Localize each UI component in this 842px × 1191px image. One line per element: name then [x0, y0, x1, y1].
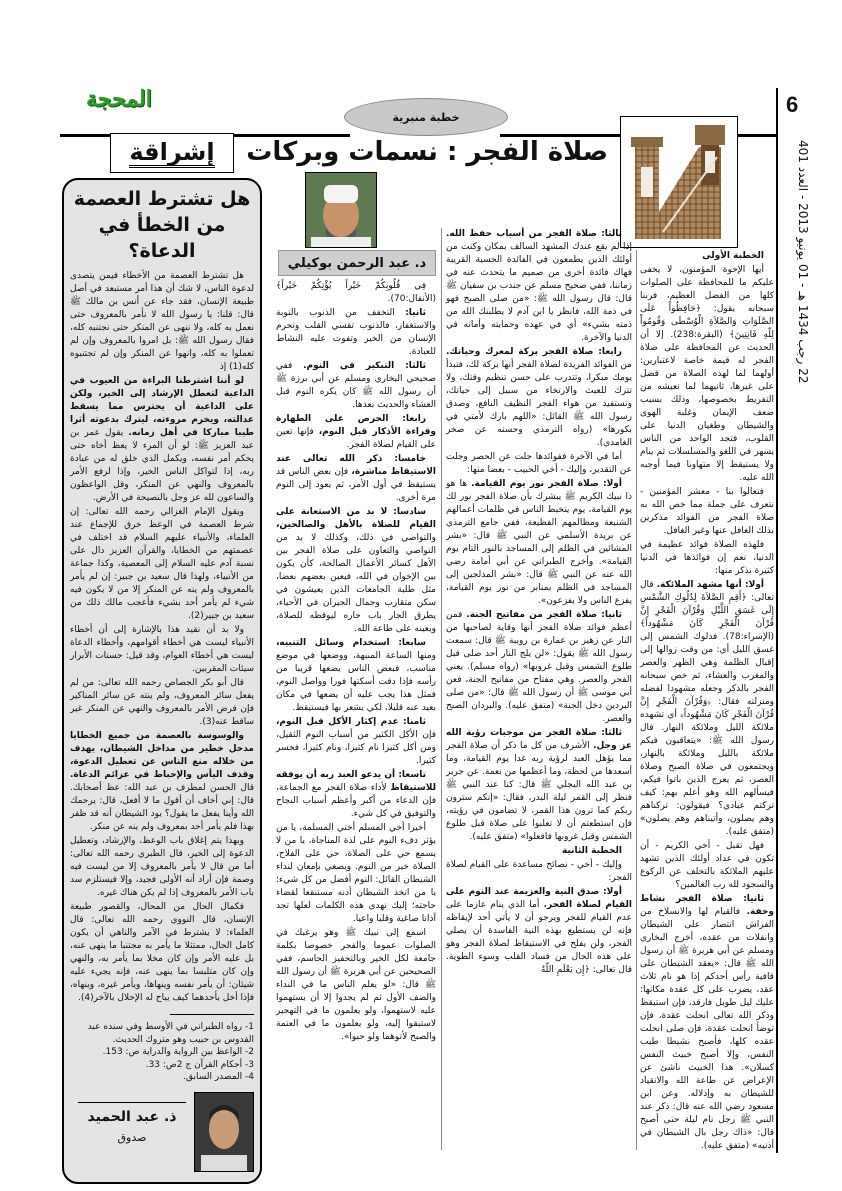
paragraph-text: فإن بعض الناس قد يستيقظ في أول الأمر، ثم يعود إلى النوم مرة أخرى. [276, 467, 436, 503]
paragraph [640, 893, 774, 1153]
side-author [78, 1102, 186, 1144]
article-column-1 [640, 250, 774, 1154]
paragraph-text: قال تعالى: ﴿أَقِمِ الصَّلاَةَ لِدُلُوكِ الشَّمْسِ إِلَى غَسَقِ اللَّيْلِ وَقُرْآنَ الْفَجْرِ إِنَّ قُرْآنَ الْفَجْرِ كَانَ مَشْهُوداً﴾ (الإسراء:78). فدلوك الشمس إلى غسق الليل أي: من وقت زوالها إلى إقبال الظلمة وهي الظهر والعصر والمغرب والعشاء، ثم خص سبحانه الفجر بالذكر وجعله مشهودا لفضله ومنزلته فقال: ﴿وَقُرْآنَ الْفَجْرِ إِنَّ قُرْآنَ الْفَجْرِ كَانَ مَشْهُوداً﴾ أي تشهده ملائكة الليل وملائكة النهار. قال رسول الله ﷺ: «يتعاقبون فيكم ملائكة بالليل وملائكة بالنهار، ويجتمعون في صلاة الصبح وصلاة العصر، ثم يعرج الذين باتوا فيكم، فيسألهم الله وهو أعلم بهم: كيف تركتم عبادي؟ فيقولون: تركناهم وهم يصلون، وأتيناهم وهم يصلون» (متفق عليه). [640, 580, 774, 837]
author-photo [305, 172, 377, 248]
paragraph [70, 901, 254, 1005]
section-label: خطبة منبرية [344, 98, 508, 136]
paragraph-text: ومنها الساعة المنبهة، ووضعها في موضع مناسب، فبعض الناس يضعها قريبا من رأسه فإذا دقت أسكتها فورا وواصل النوم، فمثل هذا يجب عليه أن يضعها في مكان بعيد عنه قليلا، لكي يشعر بها فيستيقظ. [276, 651, 436, 713]
paragraph [276, 413, 436, 452]
paragraph [446, 859, 632, 885]
paragraph-lead: ثالثا: صلاة الفجر من أسباب حفظ الله. [446, 229, 622, 239]
column-divider [441, 228, 442, 1150]
paragraph [276, 307, 436, 359]
paragraph-text: هل تشترط العصمة من الأخطاء فيمن يتصدى لدعوة الناس، لا شك أن هذا أمر مستبعد في أصل طبيعة الإنسان، فقد جاء عن أنس بن مالك ﷺ قال: قلنا: يا رسول الله لا نأمر بالمعروف حتى نعمل به كله، ولا ننهى عن المنكر حتى نجتنبه كله، فقال رسول الله ﷺ: بل امروا بالمعروف وإن لم تعملوا به كله، وانهوا عن المنكر وإن لم تجتنبوه كله(1) إذ [70, 271, 254, 372]
paragraph [640, 579, 774, 839]
newspaper-logo: المحجة [86, 86, 152, 112]
paragraph [446, 228, 632, 345]
paragraph-text: فهل تقبل - أخي الكريم - أن تكون في عداد أولئك الذين تشهد عليهم الملائكة بالتخلف عن الركوع والسجود لله رب العالمين؟ [640, 841, 774, 890]
paragraph [640, 840, 774, 892]
paragraph-text: اسمع إلى نبيك ﷺ وهو يرغبك في الصلوات عموما والفجر خصوصا بكلمة جامعة لكل الخير وبالتحفيز الحاسم، ففي الصحيحين عن أبي هريرة ﷺ أن رسول الله ﷺ قال: «لو يعلم الناس ما في النداء والصف الأول ثم لم يجدوا إلا أن يستهموا عليه لاستهموا، ولو يعلمون ما في التهجير لاستبقوا إليه، ولو يعلمون ما في العتمة والصبح لأتوهما ولو حبوا». [276, 928, 436, 1042]
paragraph [446, 727, 632, 844]
issue-date: 22 رجب 1434 هـ - 01 يونيو 2013 - العدد 401 [796, 140, 810, 384]
paragraph [70, 835, 254, 900]
paragraph [70, 506, 254, 623]
paragraph-text: أما الذي ينام عازما على عدم القيام للفجر ويرجو أن لا يأتي أحد لإيقاظه فإنه لن يستطيع بهذه النية الفاسدة أن يصلي الفجر، ولن يفلح في الاستيقاظ لصلاة الفجر وهو على هذه الحال من فساد القلب وسوء الطوية. قال تعالى: ﴿إِن يَعْلَمِ اللّهُ [446, 900, 632, 975]
paragraph [276, 280, 436, 306]
side-article-title: هل تشترط العصمة من الخطأ في الدعاة؟ [73, 188, 251, 262]
paragraph-text: وبهذا يتم إغلاق باب الوعظ، والإرشاد، وتعطيل الدعوة إلى الخير، قال الطبري رحمه الله تعالى: أما من قال لا يأمر بالمعروف إلا من ليست فيه وصمة فإن أراد أنه الأولى فجيد، وإلا فيستلزم سد باب الأمر بالمعروف إذا لم يكن هناك غيره. [70, 836, 254, 898]
paragraph [640, 250, 774, 263]
paragraph [276, 506, 436, 636]
side-article-box [62, 178, 262, 1184]
paragraph-lead: ثانيا: [405, 308, 426, 318]
paragraph [446, 886, 632, 977]
paragraph [70, 624, 254, 676]
paragraph-lead: الخطبة الثانية [561, 846, 622, 856]
article-column-2 [446, 228, 632, 978]
column-divider [636, 250, 637, 1150]
paragraph-lead: ثالثا: التبكير في النوم. [303, 361, 426, 371]
paragraph [276, 637, 436, 715]
paragraph-text: أما في الآخرة ففوائدها جلت عن الحصر وجلت عن التقدير، وإليك - أخي الحبيب - بعضا منها: [446, 452, 632, 475]
paragraph-text: ويقول الإمام الغزالي رحمه الله تعالى: إن شرط العصمة في الوعظ خرق للإجماع عند العلماء، والأنبياء عليهم السلام قد اختلف في عصمتهم من الخطايا، والقرآن العزيز دال على نسبة آدم عليه السلام إلى المعصية، وكذا جماعة من الأنبياء، ولهذا قال سعيد بن جبير: إن لم يأمر بالمعروف ولم ينه عن المنكر إلا من لا يكون فيه شيء لم يأمر أحد بشيء فأعجب مالك ذلك من سعيد بن جبير(2). [70, 507, 254, 621]
paragraph [446, 478, 632, 608]
side-author-surname: صدوق [117, 1130, 147, 1144]
paragraph-text: إذا لم يقع عندك المشهد السالف بمكان وكنت من أولئك الذين يطمعون في الفائدة الحسية القريبة فهاك فائدة أخرى من صميم ما يتحدث عنه في زماننا، ففي صحيح مسلم عن جندب بن سفيان ﷺ قال: قال رسول الله ﷺ: «من صلى الصبح فهو في ذمة الله، فانظر يا ابن آدم لا يطلبنك الله من ذمته بشيء» أي في عهده وحمايته وأمانه في الدنيا والآخرة. [446, 242, 632, 343]
issue-date-strip [776, 140, 816, 430]
paragraph-lead: ثامنا: عدم إكثار الأكل قبل النوم، [276, 717, 426, 727]
paragraph-lead: سادسا: لا بد من الاستعانة على القيام للصلاة بالأهل والصالحين، [276, 507, 436, 530]
paragraph-text: قال الحسن لمطرف بن عبد الله: عظ أصحابك. قال: إني أخاف أن أقول ما لا أفعل، قال: يرحمك الله وأينا يفعل ما يقول؟ يود الشيطان أنه قد ظفر بهذا فلم يأمر أحد بمعروف ولم ينه عن منكر. [70, 783, 254, 832]
side-author-name: ذ. عبد الحميد [87, 1108, 177, 1125]
paragraph-lead: لو أننا اشترطنا البراءة من العيوب في الداعية لتعطل الإرشاد إلى الخير، ولكن على الداعية أن يحترس مما يسقط عدالته، ويخرم مروءته، ليترك بدعوته أثرا طيبا مباركا في أهل زمانه. [70, 376, 254, 438]
paragraph-text: ها هو ذا نبيك الكريم ﷺ يبشرك بأن صلاة الفجر نور لك يوم القيامة، يوم يتخبط الناس في ظلمات أعمالهم الشنيعة ومظالمهم الفظيعة، ففي جامع الترمذي عن بريدة الأسلمي عن النبي ﷺ قال: «بشر المشائين في الظلم إلى المساجد بالنور التام يوم القيامة». وأخرج الطبراني عن أبي أمامة رضي الله عنه عن النبي ﷺ قال: «بشر المدلجين إلى المساجد في الظلم بمنابر من نور يوم القيامة، يفزع الناس ولا يفزعون». [446, 479, 632, 606]
paragraph-text: فإن الأكل الكثير من أسباب النوم الثقيل، ومن أكل كثيرا نام كثيرا، ونام كثيرا، فخسر كثيرا. [276, 730, 436, 766]
paragraph [640, 264, 774, 485]
side-article-body [70, 270, 254, 1006]
paragraph-text: وإليك - أخي - نصائح مساعدة على القيام لصلاة الفجر: [446, 860, 632, 883]
footnote-rule [170, 1014, 254, 1015]
paragraph-lead: خامسا: ذكر الله تعالى عند الاستيقاظ مباشرة، [276, 454, 436, 477]
paragraph [276, 927, 436, 1044]
paragraph-text: أخيرا أخي المسلم أختي المسلمة، يا من يؤثر دفء النوم على لذة المناجاة، يا من لا يسمع حي على الصلاة، حي على الفلاح، الصلاة خير من النوم. ويصغي بإمعان لنداء الشيطان القائل: النوم أفضل من كل شيء؛ يا من اتخذ الشيطان أذنه مستنقعا لقضاء حاجته؛ إليك نهدي هذه الكلمات لعلها تجد آذانا صاغية وقلبا واعيا. [276, 823, 436, 924]
footnote: 4- المصدر السابق. [183, 1072, 254, 1082]
paragraph-lead: ثالثا: صلاة الفجر من موجبات رؤية الله عز وجل. [446, 728, 632, 751]
paragraph-text: فمن أعظم فوائد صلاة الفجر أنها وقاية لصاحبها من النار عن زهير بن عمارة بن رويبة ﷺ قال: سمعت رسول الله ﷺ يقول: «لن يلج النار أحد صلى قبل طلوع الشمس وقبل غروبها» (رواه مسلم). يعني الفجر والعصر. وهي مفتاح من مفاتيح الجنة، فعن أبي موسى ﷺ أن رسول الله ﷺ قال: «من صلى البردين دخل الجنة» (متفق عليه). والبردان الصبح والعصر. [446, 610, 632, 724]
footnotes [70, 1021, 254, 1084]
article-title: صلاة الفجر : نسمات وبركات [246, 137, 608, 167]
paragraph-lead: والوسوسة بالعصمة من جميع الخطايا مدخل خطير من مداخل الشيطان، يهدف من خلاله منع الناس عن تعطيل الدعوة، وقذف اليأس والإحباط في عزائم الدعاة. [70, 731, 254, 780]
paragraph-lead: أولا: صلاة الفجر نور يوم القيامة. [471, 479, 622, 489]
article-column-3 [276, 280, 436, 1045]
paragraph [446, 451, 632, 477]
author-name: د. عبد الرحمن بوكيلي [278, 250, 436, 276]
paragraph [70, 375, 254, 505]
paragraph-text: أيها الإخوة المؤمنون، لا يخفى عليكم ما للمحافظة على الصلوات كلها من الفضل العظيم، فربنا سبحانه يقول: ﴿حَافِظُواْ عَلَى الصَّلَوَاتِ وَالصَّلاَةِ الْوُسْطَى وَقُومُواْ لِلّهِ قَانِتِينَ﴾ (البقرة:238). إلا أن الحديث عن المحافظة على صلاة الفجر له قيمة خاصة لاعتبارين: أولهما لما لهذه الصلاة من فضل على غيرها، ثانيهما لما نعيشه من التفريط بخصوصها، وذلك بسبب ضعف الإيمان وغلبة الهوى والشيطان وطغيان الدنيا على القلوب، فتجد الواحد من الناس يسهر في اللغو والمسلسلات ثم ينام ولا يستيقظ إلا متهاونا فيما أوجبه الله عليه. [640, 265, 774, 483]
paragraph-lead: الخطبة الأولى [702, 251, 764, 261]
paragraph-text: قال أبو بكر الجصاص رحمه الله تعالى: من لم يفعل سائر المعروف، ولم ينته عن سائر المناكير فإن فرض الأمر بالمعروف والنهي عن المنكر غير ساقط عنه(3). [70, 678, 254, 727]
paragraph-text: والتواصي في ذلك، وكذلك لا بد من التواصي والتعاون على صلاة الفجر بين الأهل كسائر الأعمال الصالحة، كأن يكون بين الإخوان في الله، فيعين بعضهم بعضا، مثل طلبة الجامعات الذين يعيشون في سكن متقارب وجمال الجيران في الأحياء، يطرق الجار باب جاره ليوقظه للصلاة، ويعينه على طاعة الله. [276, 533, 436, 634]
paragraph-text: فِي قُلُوبِكُمْ خَيْراً يُؤْتِكُمْ خَيْراً﴾ (الأنفال:70). [276, 281, 436, 304]
paragraph-lead: ثانيا: صلاة الفجر من مفاتيح الجنة. [466, 610, 623, 620]
paragraph-lead: ثانيا: صلاة الفجر نشاط وخفة. [640, 894, 774, 917]
paragraph [276, 769, 436, 821]
paragraph [446, 845, 632, 858]
footnote: 2- الواعظ بين الرواية والدراية ص: 153. [102, 1047, 254, 1057]
paragraph [446, 346, 632, 450]
paragraph-text: فكمال الحال من المحال، والقصور طبيعة الإنسان، قال النووي رحمه الله تعالى: قال العلماء: لا يشترط في الآمر والناهي أن يكون كامل الحال، ممتثلا ما يأمر به مجتنبا ما ينهى عنه، بل عليه الأمر وإن كان مخلا بما يأمر به، والنهي وإن كان متلبسا بما ينهى عنه، فإنه يجيء عليه شيئان: أن يأمر نفسه وينهاها، ويأمر غيره، وينهاه، فإذا أخل بأحدهما كيف يباح له الإخلال بالآخر(4). [70, 902, 254, 1003]
paragraph [276, 453, 436, 505]
column-title-box [110, 133, 234, 173]
paragraph [640, 539, 774, 578]
side-author-photo [194, 1092, 254, 1172]
paragraph [70, 677, 254, 729]
header-rule-right [736, 134, 776, 137]
paragraph-lead: تاسعا: أن يدعو العبد ربه أن يوفقه للاستيقاظ [276, 770, 436, 793]
margin-divider [776, 88, 778, 1153]
footnote: 1- رواه الطبراني في الأوسط وفي سنده عبد القدوس بن حبيب وهو متروك الحديث. [87, 1022, 254, 1045]
paragraph-lead: أولا: أنها مشهد الملائكة. [656, 580, 764, 590]
paragraph-text: فلهذه الصلاة فوائد عظيمة في الدنيا، نعم إن فوائدها في الدنيا كثيرة نذكر منها: [640, 540, 774, 576]
paragraph-lead: سابعا: استخدام وسائل التنبيه، [276, 638, 426, 648]
paragraph-text: التخفف من الذنوب بالتوبة والاستغفار، فالذنوب تقسي القلب وتحرم الإنسان من الخير وتفوت عليه النشاط للعبادة. [276, 308, 436, 357]
paragraph-text: فتعالوا بنا - معشر المؤمنين - نتعرف على جملة مما خص الله به صلاة الفجر من الفوائد مذكرين بذلك الغافل عنها وغير الغافل. [640, 487, 774, 536]
column-title: إشراقة [129, 137, 215, 166]
paragraph-text: يقول عمر بن عبد العزيز ﷺ: لو أن المرء لا يعظ أخاه حتى يحكم أمر نفسه، ويكمل الذي خلق له من عبادة ربه، إذا لتواكل الناس الخير، وإذا لرفع الأمر بالمعروف والنهي عن المنكر، وقل الواعظون والساعون لله عز وجل بالنصيحة في الأرض. [70, 428, 254, 503]
paragraph-text: فالقيام لها والانسلاخ من الفراش انتصار على الشيطان وانفلات من عقده، أخرج البخاري ومسلم عن أبي هريرة ﷺ أن رسول الله ﷺ قال: «يعقد الشيطان على قافية رأس أحدكم إذا هو نام ثلاث عقد، يضرب على كل عقدة مكانها: عليك ليل طويل فارقد، فإن استيقظ وذكر الله تعالى انحلت عقدة، فإن توضأ انحلت عقدة، فإن صلى انحلت عقده كلها، فأصبح نشيطا طيب النفس، وإلا أصبح خبيث النفس كسلان». هذا الخبيث ناشئ عن الإعراض عن طاعة الله والانقياد للشيطان به وإذلاله. وعن ابن مسعود رضي الله عنه قال: ذكر عند النبي ﷺ رجل نام ليلة حتى أصبح قال: «ذاك رجل بال الشيطان في أذنيه» (متفق عليه). [640, 907, 774, 1151]
paragraph [276, 716, 436, 768]
paragraph-lead: رابعا: صلاة الفجر بركة لمعرك وحياتك. [446, 347, 622, 357]
paragraph [70, 270, 254, 374]
paragraph [446, 609, 632, 726]
paragraph-text: لأداء صلاة الفجر مع الجماعة، فإن الدعاء من أكبر وأعظم أسباب النجاح والتوفيق في كل شيء. [276, 783, 436, 819]
paragraph-lead: رابعا: الحرص على الطهارة وقراءة الأذكار قبل النوم، [276, 414, 436, 437]
paragraph [276, 822, 436, 926]
paragraph-lead: أولا: صدق النية والعزيمة عند النوم على القيام لصلاة الفجر. [446, 887, 632, 910]
paragraph-text: ففي صحيحي البخاري ومسلم عن أبي برزة ﷺ أن رسول الله ﷺ كان يكره النوم قبل العشاء والحديث بعدها. [276, 361, 436, 410]
side-author-row [70, 1092, 254, 1172]
footnote: 3- أحكام القرآن ج 2ص: 33. [145, 1059, 254, 1070]
paragraph-text: الأشرف من كل ما ذكر أن صلاة الفجر مما يؤهل العبد لرؤية ربه غدا يوم القيامة، وما أسعدها من لحظة، وما أعظمها من نعمة. عن جرير بن عبد الله البجلي ﷺ قال: كنا عند النبي ﷺ فنظر إلى القمر ليلة البدر، فقال: «إنكم سترون ربكم كما ترون هذا القمر، لا تضامون في رؤيته، فإن استطعتم أن لا تغلبوا على صلاة قبل طلوع الشمس وقبل غروبها فافعلوا» (متفق عليه). [446, 741, 632, 842]
minbar-image [620, 116, 738, 248]
page-number: 6 [786, 92, 799, 117]
paragraph [640, 486, 774, 538]
paragraph [70, 730, 254, 834]
paragraph [276, 360, 436, 412]
paragraph-text: من الفوائد الفريدة لصلاة الفجر أنها بركة لك، فتبدأ يومك مبكرا، وتتدرب على حسن تنظيم وقتك، ولا تترك للعبث والارتخاء من سبيل إلى حياتك، وتستفيد من هواء الفجر النظيف النافع، وصدق رسول الله ﷺ القائل: «اللهم بارك لأمتي في بكورها» (رواه الترمذي وحسنه عن صخر الغامدي). [446, 360, 632, 448]
paragraph-text: فإنها تعين على القيام لصلاة الفجر. [276, 427, 436, 450]
paragraph-text: ولا بد أن نقيد هذا بالإشارة إلى أن أخطاء الأنبياء ليست هي أخطاء أقوامهم، وأخطاء الدعاة ليست هي أخطاء العوام، وقد قيل: حسنات الأبرار سيئات المقربين. [70, 625, 254, 674]
